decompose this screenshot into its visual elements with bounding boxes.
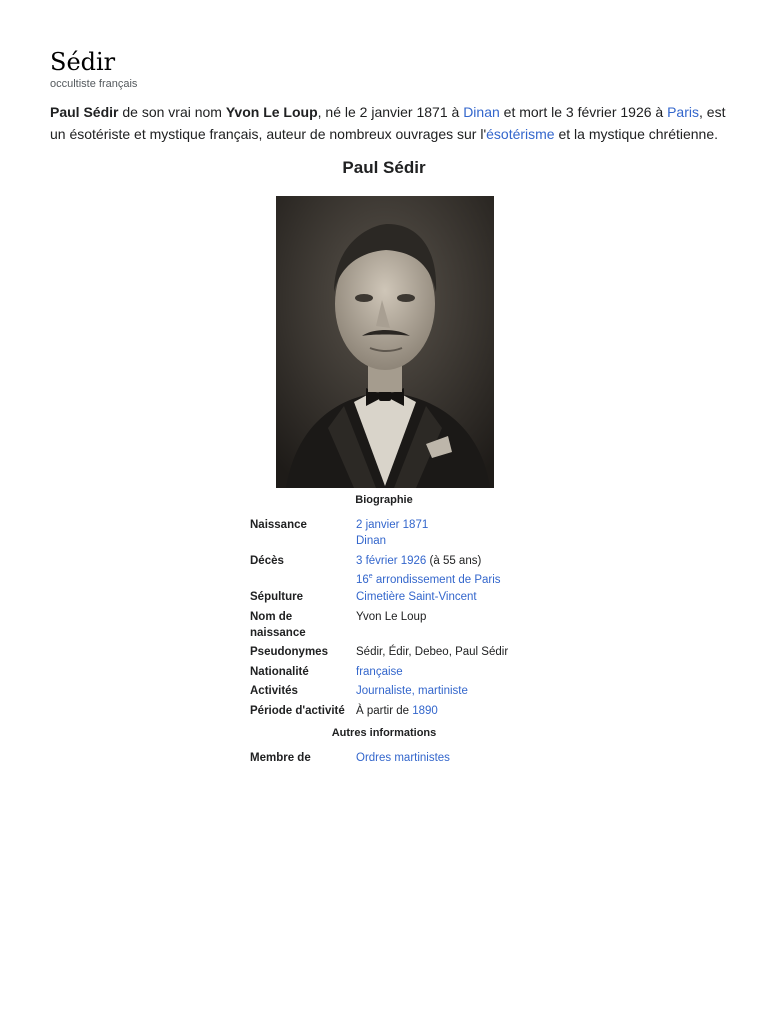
intro-text-2: , né le 2 janvier 1871 à [317, 104, 464, 120]
subject-name: Paul Sédir [50, 104, 119, 120]
intro-text-5: et la mystique chrétienne. [554, 126, 719, 142]
value-nom-naissance: Yvon Le Loup [356, 611, 427, 623]
label-nationalite: Nationalité [250, 666, 309, 678]
label-periode: Période d'activité [250, 705, 345, 717]
link-death-place[interactable]: 16e arrondissement de Paris [356, 573, 501, 587]
link-nationalite[interactable]: française [356, 666, 403, 678]
label-naissance: Naissance [250, 519, 307, 531]
link-1890[interactable]: 1890 [412, 705, 438, 717]
infobox-caption: Paul Sédir [342, 158, 426, 177]
label-activites: Activités [250, 685, 298, 697]
page-subtitle: occultiste français [50, 78, 138, 90]
label-membre: Membre de [250, 752, 311, 764]
death-age: (à 55 ans) [426, 555, 482, 567]
label-nom-naissance: Nom de naissance [250, 611, 306, 639]
link-birth-place[interactable]: Dinan [356, 534, 387, 547]
birth-name: Yvon Le Loup [225, 104, 318, 120]
intro-paragraph [50, 101, 730, 145]
link-birth-date[interactable]: 2 janvier 1871 [356, 519, 429, 531]
link-esoterisme[interactable]: ésotérisme [486, 126, 555, 142]
link-paris[interactable]: Paris [667, 104, 699, 120]
intro-text-4: , est un ésotériste et mystique français, auteur de nombreux ouvrages sur l' [50, 104, 726, 142]
infobox-section-autres: Autres informations [331, 727, 437, 739]
link-ordres-martinistes[interactable]: Ordres martinistes [356, 752, 450, 764]
link-sepulture[interactable]: Cimetière Saint-Vincent [356, 591, 477, 603]
intro-text-1: de son vrai nom [118, 104, 226, 120]
page-title: Sédir [50, 48, 116, 76]
label-pseudonymes: Pseudonymes [250, 646, 328, 658]
intro-text-3: et mort le 3 février 1926 à [499, 104, 668, 120]
label-sepulture: Sépulture [250, 591, 304, 603]
value-deces [356, 554, 532, 589]
link-martiniste[interactable]: martiniste [418, 685, 468, 697]
portrait-image[interactable] [276, 196, 494, 488]
infobox-section-biographie: Biographie [355, 494, 413, 506]
link-journaliste[interactable]: Journaliste [356, 685, 412, 697]
portrait-illustration [276, 196, 494, 488]
value-naissance [356, 518, 532, 549]
label-deces: Décès [250, 555, 284, 567]
periode-prefix: À partir de [356, 705, 413, 717]
value-pseudonymes: Sédir, Édir, Debeo, Paul Sédir [356, 646, 509, 658]
link-dinan[interactable]: Dinan [463, 104, 500, 120]
link-death-date[interactable]: 3 février 1926 [356, 555, 427, 567]
